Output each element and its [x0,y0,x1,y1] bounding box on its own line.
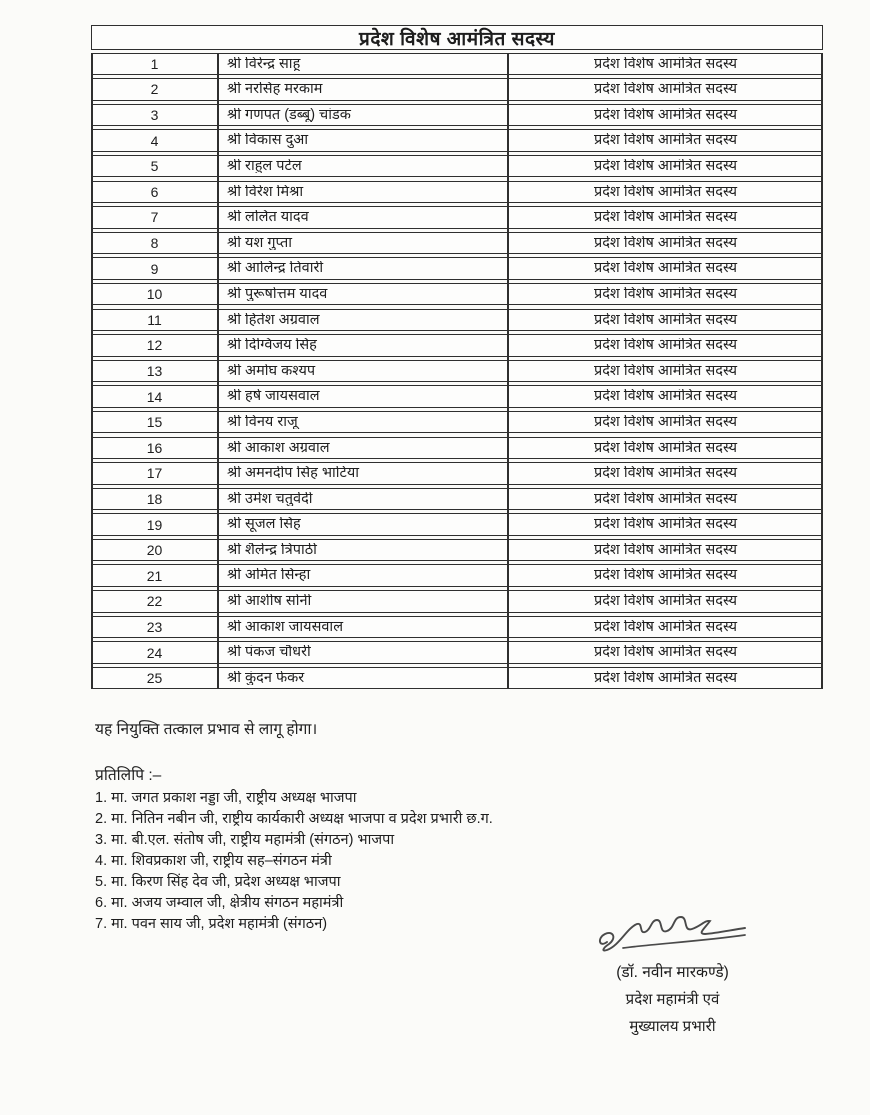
designation-cell: प्रदेश विशेष आमंत्रित सदस्य [593,670,738,686]
table-row [91,667,823,690]
copy-recipient-item: 4. मा. शिवप्रकाश जी, राष्ट्रीय सह–संगठन मंत्री [95,853,332,869]
copy-recipient-item: 1. मा. जगत प्रकाश नड्डा जी, राष्ट्रीय अध्यक्ष भाजपा [95,790,357,806]
member-name-cell: श्री यश गुप्ता [227,235,292,251]
member-table-body [91,53,823,690]
designation-cell: प्रदेश विशेष आमंत्रित सदस्य [593,261,738,276]
serial-number-cell: 24 [146,645,163,660]
table-title: प्रदेश विशेष आमंत्रित सदस्य [91,25,823,50]
table-row [91,564,823,587]
designation-cell: प्रदेश विशेष आमंत्रित सदस्य [593,158,738,174]
designation-cell: प्रदेश विशेष आमंत्रित सदस्य [593,235,738,251]
table-row [91,539,823,562]
designation-cell: प्रदेश विशेष आमंत्रित सदस्य [593,312,738,328]
designation-cell: प्रदेश विशेष आमंत्रित सदस्य [593,594,738,609]
member-table [91,25,823,689]
table-row [91,129,823,152]
table-divider-name [507,53,509,690]
designation-cell: प्रदेश विशेष आमंत्रित सदस्य [593,517,738,532]
member-name-cell: श्री हर्ष जायसवाल [227,389,320,404]
member-name-cell: श्री आलिन्द्र तिवारी [227,261,324,276]
designation-cell: प्रदेश विशेष आमंत्रित सदस्य [593,542,738,558]
serial-number-cell: 6 [150,184,159,199]
member-name-cell: श्री विरेश मिश्रा [227,184,304,200]
table-row [91,78,823,101]
member-name-cell: श्री विकास दुआ [227,133,309,148]
serial-number-cell: 25 [146,671,163,686]
table-row [91,513,823,536]
signatory-role-line2: मुख्यालय प्रभारी [629,1018,716,1035]
designation-cell: प्रदेश विशेष आमंत्रित सदस्य [593,107,738,123]
table-row [91,641,823,664]
designation-cell: प्रदेश विशेष आमंत्रित सदस्य [593,56,738,72]
serial-number-cell: 16 [146,440,163,455]
designation-cell: प्रदेश विशेष आमंत्रित सदस्य [593,184,738,200]
serial-number-cell: 12 [146,338,163,353]
serial-number-cell: 4 [150,133,159,148]
member-name-cell: श्री दिग्विजय सिंह [227,338,317,353]
copy-recipient-item: 5. मा. किरण सिंह देव जी, प्रदेश अध्यक्ष भाजपा [95,874,341,890]
designation-cell: प्रदेश विशेष आमंत्रित सदस्य [593,82,738,97]
table-row [91,257,823,280]
member-name-cell: श्री नरसिंह मरकाम [227,82,323,97]
table-row [91,411,823,434]
member-name-cell: श्री विनय राजू [227,414,298,430]
member-name-cell: श्री आकाश जायसवाल [227,619,344,635]
member-name-cell: श्री शैलेन्द्र त्रिपाठी [227,542,317,558]
serial-number-cell: 9 [150,261,159,276]
member-name-cell: श्री आशीष सोनी [227,594,312,609]
copy-recipient-item: 7. मा. पवन साय जी, प्रदेश महामंत्री (संगठन) [95,916,328,932]
serial-number-cell: 2 [150,82,159,97]
signature-block [570,908,775,1036]
designation-cell: प्रदेश विशेष आमंत्रित सदस्य [593,338,738,353]
table-border-left [91,53,93,690]
copy-recipient-list [95,788,493,935]
table-row [91,462,823,485]
serial-number-cell: 11 [147,312,162,327]
copy-recipient-item: 3. मा. बी.एल. संतोष जी, राष्ट्रीय महामंत्री (संगठन) भाजपा [95,832,395,848]
serial-number-cell: 14 [146,389,163,404]
designation-cell: प्रदेश विशेष आमंत्रित सदस्य [593,466,738,481]
member-name-cell: श्री सूजल सिंह [227,517,301,532]
signatory-role-line1: प्रदेश महामंत्री एवं [625,991,720,1008]
designation-cell: प्रदेश विशेष आमंत्रित सदस्य [593,619,738,635]
designation-cell: प्रदेश विशेष आमंत्रित सदस्य [593,440,738,455]
table-row [91,385,823,408]
table-row [91,232,823,255]
member-name-cell: श्री अमोघ कश्यप [227,363,316,379]
serial-number-cell: 17 [146,466,163,481]
member-name-cell: श्री पंकज चौधरी [227,645,311,660]
designation-cell: प्रदेश विशेष आमंत्रित सदस्य [593,210,738,225]
serial-number-cell: 1 [150,56,159,71]
member-name-cell: श्री पुरूषोत्तम यादव [227,286,328,302]
designation-cell: प्रदेश विशेष आमंत्रित सदस्य [593,414,738,430]
serial-number-cell: 5 [150,159,159,174]
table-row [91,155,823,178]
serial-number-cell: 7 [150,210,159,225]
serial-number-cell: 19 [146,517,163,532]
serial-number-cell: 10 [146,287,163,302]
table-row [91,206,823,229]
serial-number-cell: 21 [146,568,163,583]
designation-cell: प्रदेश विशेष आमंत्रित सदस्य [593,645,738,660]
member-name-cell: श्री कुंदन फेकर [227,670,305,686]
table-row [91,616,823,639]
member-name-cell: श्री विरेन्द्र साहू [227,56,301,72]
copy-section-heading: प्रतिलिपि :– [95,767,162,784]
copy-recipient-item: 6. मा. अजय जम्वाल जी, क्षेत्रीय संगठन महामंत्री [95,895,344,911]
table-row [91,104,823,127]
table-row [91,437,823,460]
serial-number-cell: 18 [146,491,163,506]
table-row [91,309,823,332]
effective-immediately-note: यह नियुक्ति तत्काल प्रभाव से लागू होगा। [95,721,318,738]
table-row [91,590,823,613]
serial-number-cell: 22 [146,594,163,609]
designation-cell: प्रदेश विशेष आमंत्रित सदस्य [593,389,738,404]
serial-number-cell: 20 [146,543,163,558]
member-name-cell: श्री राहुल पटेल [227,158,302,174]
designation-cell: प्रदेश विशेष आमंत्रित सदस्य [593,133,738,148]
designation-cell: प्रदेश विशेष आमंत्रित सदस्य [593,568,738,583]
serial-number-cell: 3 [150,108,159,123]
table-row [91,360,823,383]
designation-cell: प्रदेश विशेष आमंत्रित सदस्य [593,491,738,507]
designation-cell: प्रदेश विशेष आमंत्रित सदस्य [593,363,738,379]
serial-number-cell: 15 [146,415,163,430]
handwritten-signature [593,908,753,958]
member-name-cell: श्री गणपत (डब्बू) चांडक [227,107,351,123]
table-row [91,334,823,357]
table-row [91,283,823,306]
serial-number-cell: 13 [146,363,163,378]
member-name-cell: श्री उमेश चतुर्वेदी [227,491,313,507]
member-name-cell: श्री ललित यादव [227,210,309,225]
table-row [91,53,823,76]
member-name-cell: श्री अमित सिन्हा [227,568,311,583]
table-row [91,181,823,204]
signatory-name: (डॉ. नवीन मारकण्डे) [616,964,729,981]
designation-cell: प्रदेश विशेष आमंत्रित सदस्य [593,286,738,302]
member-name-cell: श्री हितेश अग्रवाल [227,312,320,328]
copy-recipient-item: 2. मा. नितिन नबीन जी, राष्ट्रीय कार्यकारी अध्यक्ष भाजपा व प्रदेश प्रभारी छ.ग. [95,811,493,827]
table-border-right [821,53,823,690]
serial-number-cell: 23 [146,619,163,634]
table-divider-serial [217,53,219,690]
table-row [91,488,823,511]
serial-number-cell: 8 [150,236,159,250]
member-name-cell: श्री आकाश अग्रवाल [227,440,330,455]
member-name-cell: श्री अमनदीप सिंह भाटिया [227,466,360,481]
